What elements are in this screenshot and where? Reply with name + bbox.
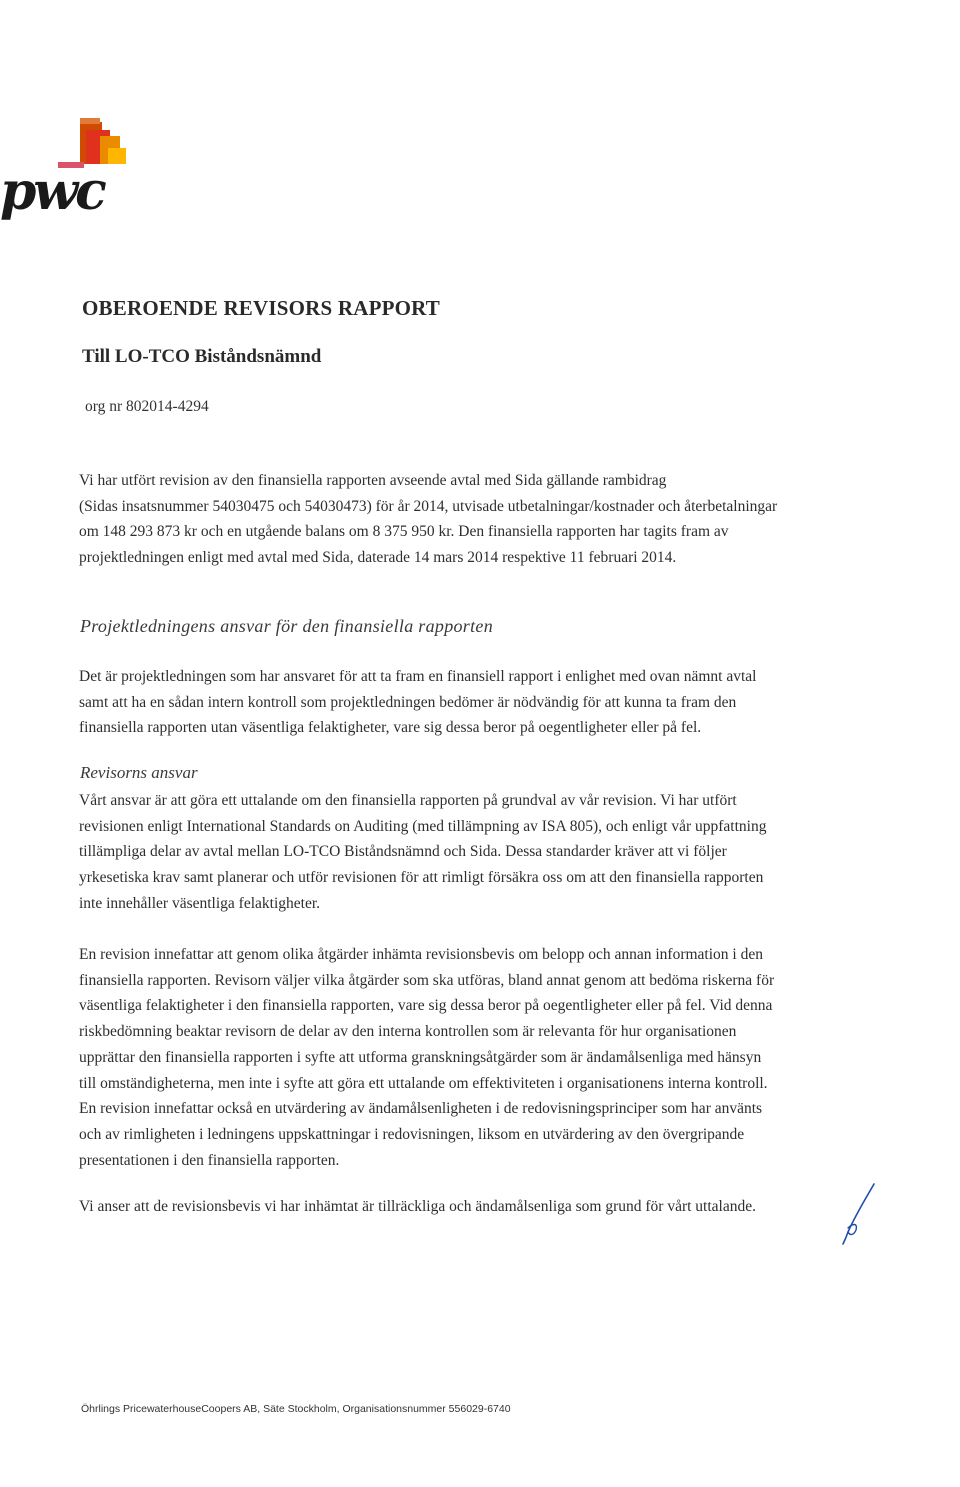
auditor-responsibility-paragraph-1 <box>79 788 889 917</box>
text-line: revisionen enligt International Standards on Auditing (med tillämpning av ISA 805), och enligt vår uppfattning <box>79 817 767 835</box>
auditor-responsibility-heading: Revisorns ansvar <box>80 763 198 782</box>
text-line: (Sidas insatsnummer 54030475 och 54030473) för år 2014, utvisade utbetalningar/kostnader och återbetalningar <box>79 497 778 515</box>
text-line: samt att ha en sådan intern kontroll som projektledningen bedömer är nödvändig för att kunna ta fram den <box>79 693 737 711</box>
text-line: Det är projektledningen som har ansvaret för att ta fram en finansiell rapport i enlighet med ovan nämnt avtal <box>79 668 757 685</box>
pwc-wordmark: pwc <box>0 161 104 222</box>
intro-paragraph <box>79 468 889 571</box>
auditor-responsibility-paragraph-2 <box>79 942 889 1173</box>
text-line: presentationen i den finansiella rapporten. <box>79 1151 340 1169</box>
text-line: En revision innefattar att genom olika åtgärder inhämta revisionsbevis om belopp och annan information i den <box>79 946 763 963</box>
initials-signature <box>836 1180 880 1246</box>
text-line: om 148 293 873 kr och en utgående balans om 8 375 950 kr. Den finansiella rapporten har tagits fram av <box>79 523 729 541</box>
text-line: Vi har utfört revision av den finansiella rapporten avseende avtal med Sida gällande rambidrag <box>79 472 667 489</box>
management-responsibility-paragraph <box>79 664 889 741</box>
pwc-logo <box>0 118 140 228</box>
report-addressee: Till LO-TCO Biståndsnämnd <box>82 346 322 367</box>
report-title: OBEROENDE REVISORS RAPPORT <box>82 296 441 320</box>
text-line: och av rimligheten i ledningens uppskattningar i redovisningen, liksom en utvärdering av den övergripande <box>79 1125 745 1143</box>
auditor-responsibility-paragraph-3: Vi anser att de revisionsbevis vi har inhämtat är tillräckliga och ändamålsenliga som grund för vårt uttalande. <box>79 1198 756 1215</box>
text-line: upprättar den finansiella rapporten i syfte att utforma granskningsåtgärder som är ändamålsenliga med hänsyn <box>79 1048 762 1066</box>
management-responsibility-heading: Projektledningens ansvar för den finansiella rapporten <box>80 616 493 636</box>
text-line: riskbedömning beaktar revisorn de delar av den interna kontrollen som är relevanta för hur organisationen <box>79 1023 737 1041</box>
text-line: projektledningen enligt med avtal med Sida, daterade 14 mars 2014 respektive 11 februari 2014. <box>79 549 677 567</box>
text-line: väsentliga felaktigheter i den finansiella rapporten, vare sig dessa beror på oegentligheter eller på fel. Vid denna <box>79 997 773 1015</box>
text-line: En revision innefattar också en utvärdering av ändamålsenligheten i de redovisningsprinciper som har använts <box>79 1100 763 1118</box>
text-line: tillämpliga delar av avtal mellan LO-TCO Biståndsnämnd och Sida. Dessa standarder kräver att vi följer <box>79 843 727 861</box>
logo-block-top <box>80 118 100 124</box>
org-number: org nr 802014-4294 <box>85 398 209 415</box>
logo-block-yellow <box>108 148 126 164</box>
text-line: inte innehåller väsentliga felaktigheter. <box>79 894 321 912</box>
text-line: finansiella rapporten utan väsentliga felaktigheter, vare sig dessa beror på oegentligheter eller på fel. <box>79 719 702 737</box>
footer-company-info: Öhrlings PricewaterhouseCoopers AB, Säte Stockholm, Organisationsnummer 556029-6740 <box>81 1403 511 1415</box>
text-line: yrkesetiska krav samt planerar och utför revisionen för att rimligt försäkra oss om att den finansiella rapporten <box>79 869 764 887</box>
text-line: Vårt ansvar är att göra ett uttalande om den finansiella rapporten på grundval av vår revision. Vi har utfört <box>79 792 737 809</box>
text-line: finansiella rapporten. Revisorn väljer vilka åtgärder som ska utföras, bland annat genom att bedöma riskerna för <box>79 971 775 989</box>
text-line: till omständigheterna, men inte i syfte att göra ett uttalande om effektiviteten i organisationens interna kontroll. <box>79 1074 768 1092</box>
